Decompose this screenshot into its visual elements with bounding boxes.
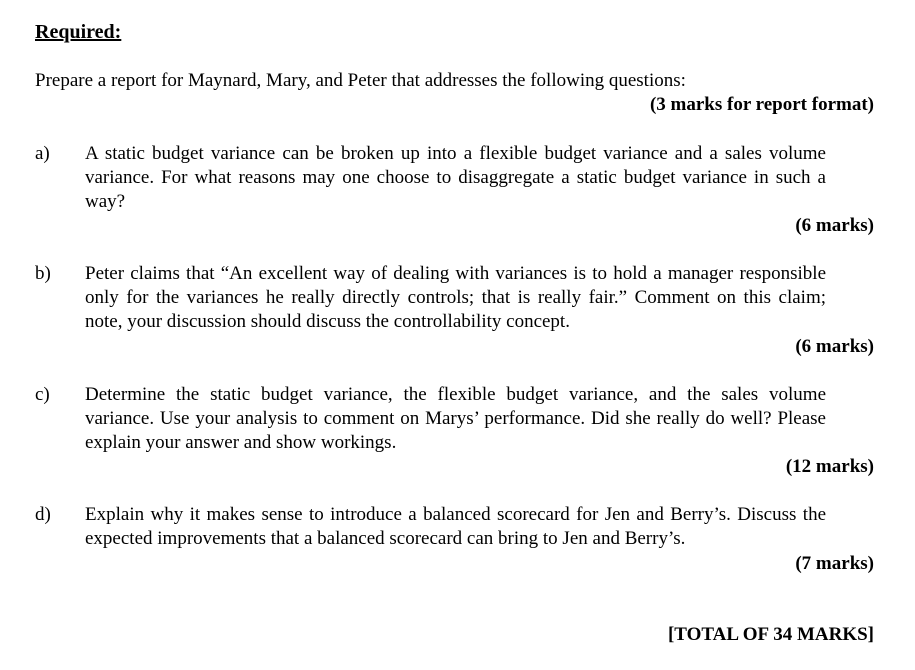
question-b-label: b) — [35, 263, 51, 284]
question-a-marks: (6 marks) — [795, 215, 874, 236]
report-format-marks: (3 marks for report format) — [649, 94, 874, 115]
question-b-marks: (6 marks) — [795, 336, 874, 357]
question-c-label: c) — [35, 384, 50, 405]
required-heading: Required: — [35, 21, 122, 43]
total-marks: [TOTAL OF 34 MARKS] — [667, 624, 874, 645]
question-c-marks: (12 marks) — [785, 456, 874, 477]
question-c-text: Determine the static budget variance, the flexible budget variance, and the sales volume variance. Use your analysis to comment on Marys’ performance. Did she really do well? Please explain your answer and show workings. — [85, 384, 826, 453]
question-a-label: a) — [35, 143, 50, 164]
question-d-label: d) — [35, 504, 51, 525]
question-a-text: A static budget variance can be broken up into a flexible budget variance and a sales volume variance. For what reasons may one choose to disaggregate a static budget variance in such a way? — [85, 143, 826, 212]
question-b-text: Peter claims that “An excellent way of dealing with variances is to hold a manager responsible only for the variances he really directly controls; that is really fair.” Comment on this claim; note, your discussion should discuss the controllability concept. — [85, 263, 826, 332]
question-d-marks: (7 marks) — [795, 553, 874, 574]
question-d-text: Explain why it makes sense to introduce a balanced scorecard for Jen and Berry’s. Discuss the expected improvements that a balanced scorecard can bring to Jen and Berry’s. — [85, 504, 826, 549]
intro-text: Prepare a report for Maynard, Mary, and Peter that addresses the following questions: — [35, 70, 686, 91]
